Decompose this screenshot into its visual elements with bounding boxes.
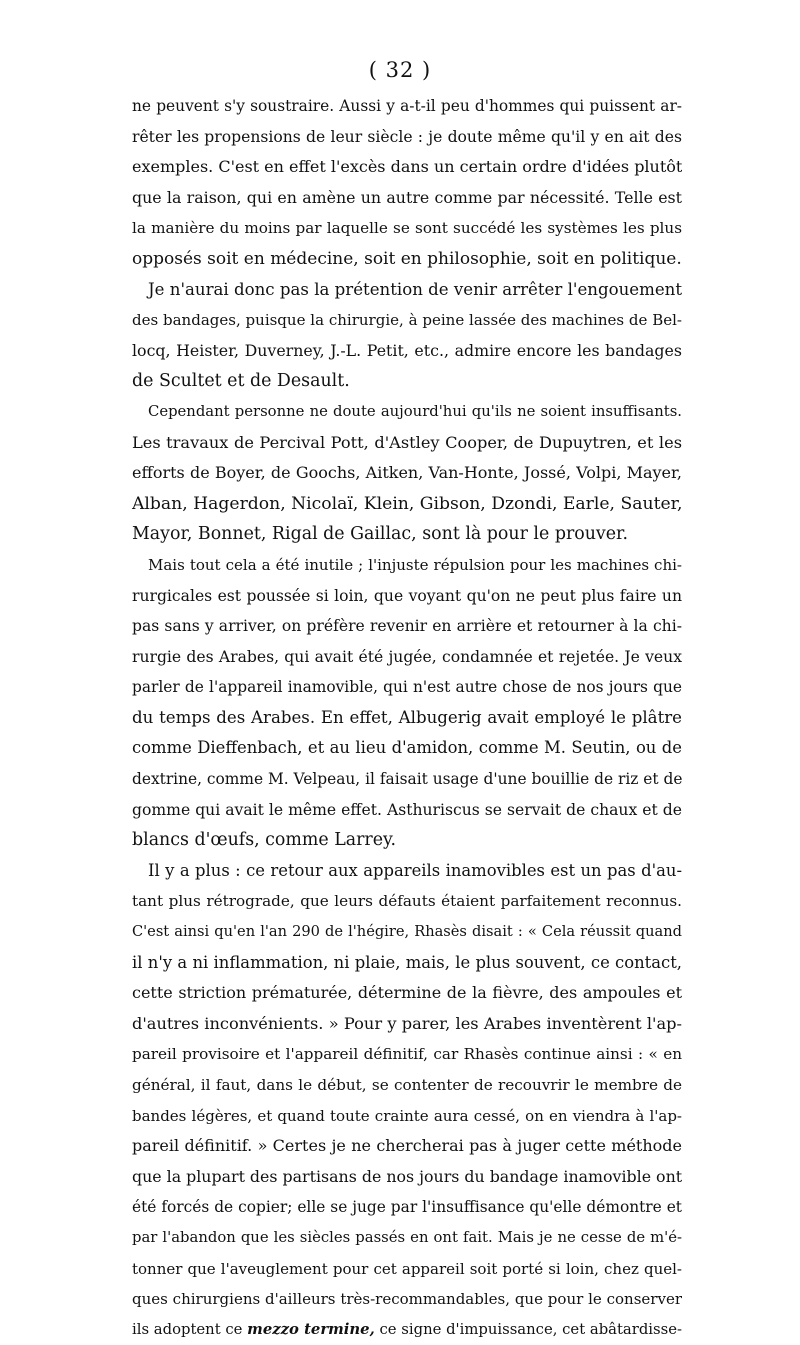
text-line: Cependant personne ne doute aujourd'hui qu'ils ne soient insuffisants.	[148, 402, 682, 420]
text-line: rurgie des Arabes, qui avait été jugée, condamnée et rejetée. Je veux	[132, 647, 682, 666]
text-line: Je n'aurai donc pas la prétention de venir arrêter l'engouement	[148, 279, 682, 299]
text-segment: ce signe d'impuissance, cet abâtardisse-	[374, 1320, 682, 1338]
text-line: Mayor, Bonnet, Rigal de Gaillac, sont là pour le prouver.	[132, 524, 628, 545]
text-line: été forcés de copier; elle se juge par l'insuffisance qu'elle démontre et	[132, 1198, 682, 1217]
text-line: des bandages, puisque la chirurgie, à peine lassée des machines de Bel-	[132, 311, 682, 330]
text-line: général, il faut, dans le début, se contenter de recouvrir le membre de	[132, 1076, 682, 1094]
text-line: rêter les propensions de leur siècle : je doute même qu'il y en ait des	[132, 127, 682, 146]
text-line: bandes légères, et quand toute crainte aura cessé, on en viendra à l'ap-	[132, 1106, 682, 1125]
text-line: pareil provisoire et l'appareil définitif, car Rhasès continue ainsi : « en	[132, 1045, 682, 1064]
italic-phrase: mezzo termine,	[247, 1320, 375, 1338]
text-line-final	[132, 1315, 682, 1345]
text-line: par l'abandon que les siècles passés en ont fait. Mais je ne cesse de m'é-	[132, 1228, 682, 1246]
text-line: Les travaux de Percival Pott, d'Astley Cooper, de Dupuytren, et les	[132, 432, 682, 452]
text-line: efforts de Boyer, de Goochs, Aitken, Van-Honte, Jossé, Volpi, Mayer,	[132, 463, 682, 483]
text-line: dextrine, comme M. Velpeau, il faisait usage d'une bouillie de riz et de	[132, 770, 682, 789]
text-line: que la raison, qui en amène un autre comme par nécessité. Telle est	[132, 187, 682, 207]
text-line: locq, Heister, Duverney, J.-L. Petit, etc., admire encore les bandages	[132, 340, 682, 360]
text-line: cette striction prématurée, détermine de la fièvre, des ampoules et	[132, 983, 682, 1003]
text-line: la manière du moins par laquelle se sont succédé les systèmes les plus	[132, 219, 682, 238]
text-line: du temps des Arabes. En effet, Albugerig avait employé le plâtre	[132, 707, 682, 727]
text-line: d'autres inconvénients. » Pour y parer, les Arabes inventèrent l'ap-	[132, 1013, 682, 1033]
text-segment: ils adoptent ce	[132, 1320, 248, 1338]
body-text	[132, 91, 682, 1345]
text-line: ques chirurgiens d'ailleurs très-recommandables, que pour le conserver	[132, 1290, 682, 1309]
page-number: ( 32 )	[368, 58, 432, 82]
text-line: tant plus rétrograde, que leurs défauts étaient parfaitement reconnus.	[132, 892, 682, 911]
text-line: comme Dieffenbach, et au lieu d'amidon, comme M. Seutin, ou de	[132, 738, 682, 758]
text-line: il n'y a ni inflammation, ni plaie, mais, le plus souvent, ce contact,	[132, 952, 682, 972]
text-line: pareil définitif. » Certes je ne chercherai pas à juger cette méthode	[132, 1136, 682, 1156]
text-line: C'est ainsi qu'en l'an 290 de l'hégire, Rhasès disait : « Cela réussit quand	[132, 923, 682, 941]
text-line: rurgicales est poussée si loin, que voyant qu'on ne peut plus faire un	[132, 586, 682, 605]
text-line: ne peuvent s'y soustraire. Aussi y a-t-il peu d'hommes qui puissent ar-	[132, 97, 682, 115]
text-line: parler de l'appareil inamovible, qui n'est autre chose de nos jours que	[132, 678, 682, 697]
text-line: gomme qui avait le même effet. Asthuriscus se servait de chaux et de	[132, 800, 682, 819]
text-line: Alban, Hagerdon, Nicolaï, Klein, Gibson, Dzondi, Earle, Sauter,	[132, 493, 682, 514]
text-line: de Scultet et de Desault.	[132, 371, 350, 392]
text-line: Mais tout cela a été inutile ; l'injuste répulsion pour les machines chi-	[148, 555, 682, 574]
text-line: blancs d'œufs, comme Larrey.	[132, 830, 397, 851]
text-line: tonner que l'aveuglement pour cet appareil soit porté si loin, chez quel-	[132, 1259, 682, 1278]
text-line: opposés soit en médecine, soit en philosophie, soit en politique.	[132, 248, 682, 269]
text-line: que la plupart des partisans de nos jours du bandage inamovible ont	[132, 1166, 682, 1186]
text-line: Il y a plus : ce retour aux appareils inamovibles est un pas d'au-	[148, 860, 682, 880]
text-line: exemples. C'est en effet l'excès dans un certain ordre d'idées plutôt	[132, 157, 682, 177]
text-line: pas sans y arriver, on préfère revenir en arrière et retourner à la chi-	[132, 617, 682, 636]
